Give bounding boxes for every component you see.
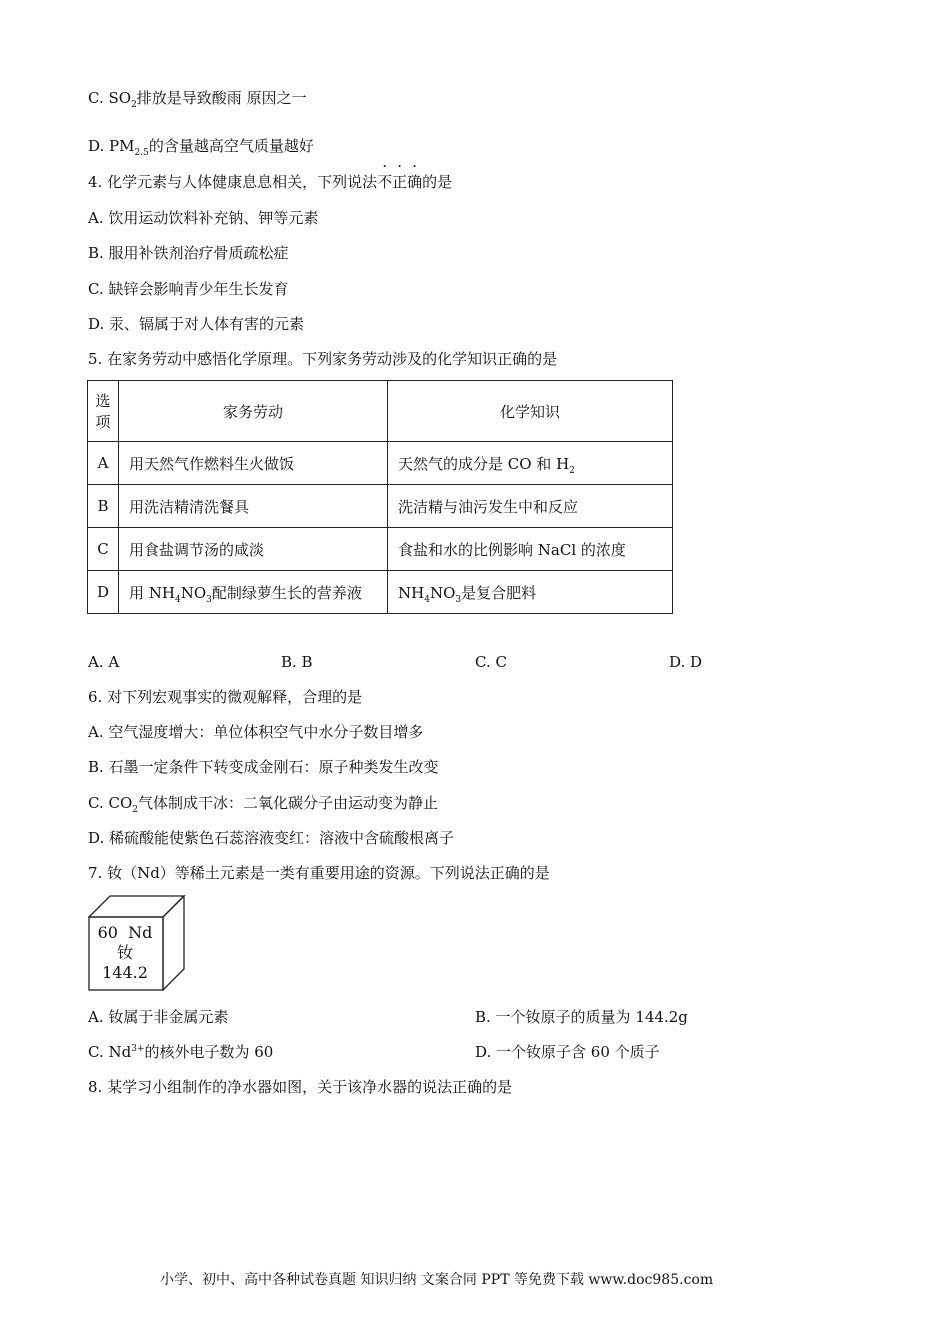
- row-option: C: [88, 528, 119, 571]
- row-option: A: [88, 442, 119, 485]
- header-option: 选 项: [88, 381, 119, 442]
- row-labor: 用 $NH_4NO_3$配制绿萝生长的营养液: [119, 571, 388, 614]
- row-knowledge: 天然气的成分是 CO 和 $H_2$: [388, 442, 673, 485]
- q8-stem: 8. 某学习小组制作的净水器如图，关于该净水器的说法正确的是: [88, 1078, 513, 1096]
- q6-option-d: D. 稀硫酸能使紫色石蕊溶液变红：溶液中含硫酸根离子: [88, 829, 455, 847]
- q4-stem: 4. 化学元素与人体健康息息相关，下列说法不正确的是: [88, 173, 453, 191]
- q5-answer-b: B. B: [281, 653, 313, 671]
- q3-option-d: D. $PM_{2.5}$的含量越高空气质量越好: [88, 137, 314, 158]
- q3-option-c: C. $SO_2$排放是导致酸雨 原因之一: [88, 89, 307, 110]
- row-knowledge: $NH_4NO_3$是复合肥料: [388, 571, 673, 614]
- table-row: [88, 442, 673, 485]
- row-knowledge: 食盐和水的比例影响 NaCl 的浓度: [388, 528, 673, 571]
- row-labor: 用食盐调节汤的咸淡: [119, 528, 388, 571]
- row-option: D: [88, 571, 119, 614]
- row-knowledge: 洗洁精与油污发生中和反应: [388, 485, 673, 528]
- q4-option-d: D. 汞、镉属于对人体有害的元素: [88, 315, 305, 333]
- row-option: B: [88, 485, 119, 528]
- table-row: [88, 571, 673, 614]
- header-knowledge: 化学知识: [388, 381, 673, 442]
- q6-option-a: A. 空气湿度增大：单位体积空气中水分子数目增多: [88, 723, 424, 741]
- q5-stem: 5. 在家务劳动中感悟化学原理。下列家务劳动涉及的化学知识正确的是: [88, 350, 558, 368]
- q7-stem: 7. 钕（Nd）等稀土元素是一类有重要用途的资源。下列说法正确的是: [88, 864, 550, 882]
- q4-option-c: C. 缺锌会影响青少年生长发育: [88, 280, 289, 298]
- element-cell-text: [88, 923, 162, 983]
- row-labor: 用洗洁精清洗餐具: [119, 485, 388, 528]
- table-row: [88, 485, 673, 528]
- q6-option-c: C. $CO_2$气体制成干冰：二氧化碳分子由运动变为静止: [88, 794, 439, 815]
- page-footer: 小学、初中、高中各种试卷真题 知识归纳 文案合同 PPT 等免费下载 www.doc985.com: [160, 1272, 714, 1288]
- q5-table: [87, 380, 673, 614]
- q7-option-d: D. 一个钕原子含 60 个质子: [475, 1043, 660, 1061]
- q5-answer-d: D. D: [669, 653, 703, 671]
- table-header-row: [88, 381, 673, 442]
- element-name: 钕: [116, 943, 133, 962]
- element-mass: 144.2: [102, 963, 148, 982]
- row-labor: 用天然气作燃料生火做饭: [119, 442, 388, 485]
- header-labor: 家务劳动: [119, 381, 388, 442]
- q4-option-b: B. 服用补铁剂治疗骨质疏松症: [88, 244, 289, 262]
- q7-option-a: A. 钕属于非金属元素: [88, 1008, 229, 1026]
- q5-answer-c: C. C: [475, 653, 507, 671]
- q5-answer-a: A. A: [88, 653, 120, 671]
- q6-stem: 6. 对下列宏观事实的微观解释，合理的是: [88, 688, 363, 706]
- q6-option-b: B. 石墨一定条件下转变成金刚石：原子种类发生改变: [88, 758, 439, 776]
- q7-option-b: B. 一个钕原子的质量为 144.2g: [475, 1008, 688, 1026]
- element-number-symbol: 60 Nd: [97, 923, 153, 942]
- q7-option-c: C. $Nd^{3+}$的核外电子数为 60: [88, 1043, 274, 1061]
- table-row: [88, 528, 673, 571]
- q4-option-a: A. 饮用运动饮料补充钠、钾等元素: [88, 209, 319, 227]
